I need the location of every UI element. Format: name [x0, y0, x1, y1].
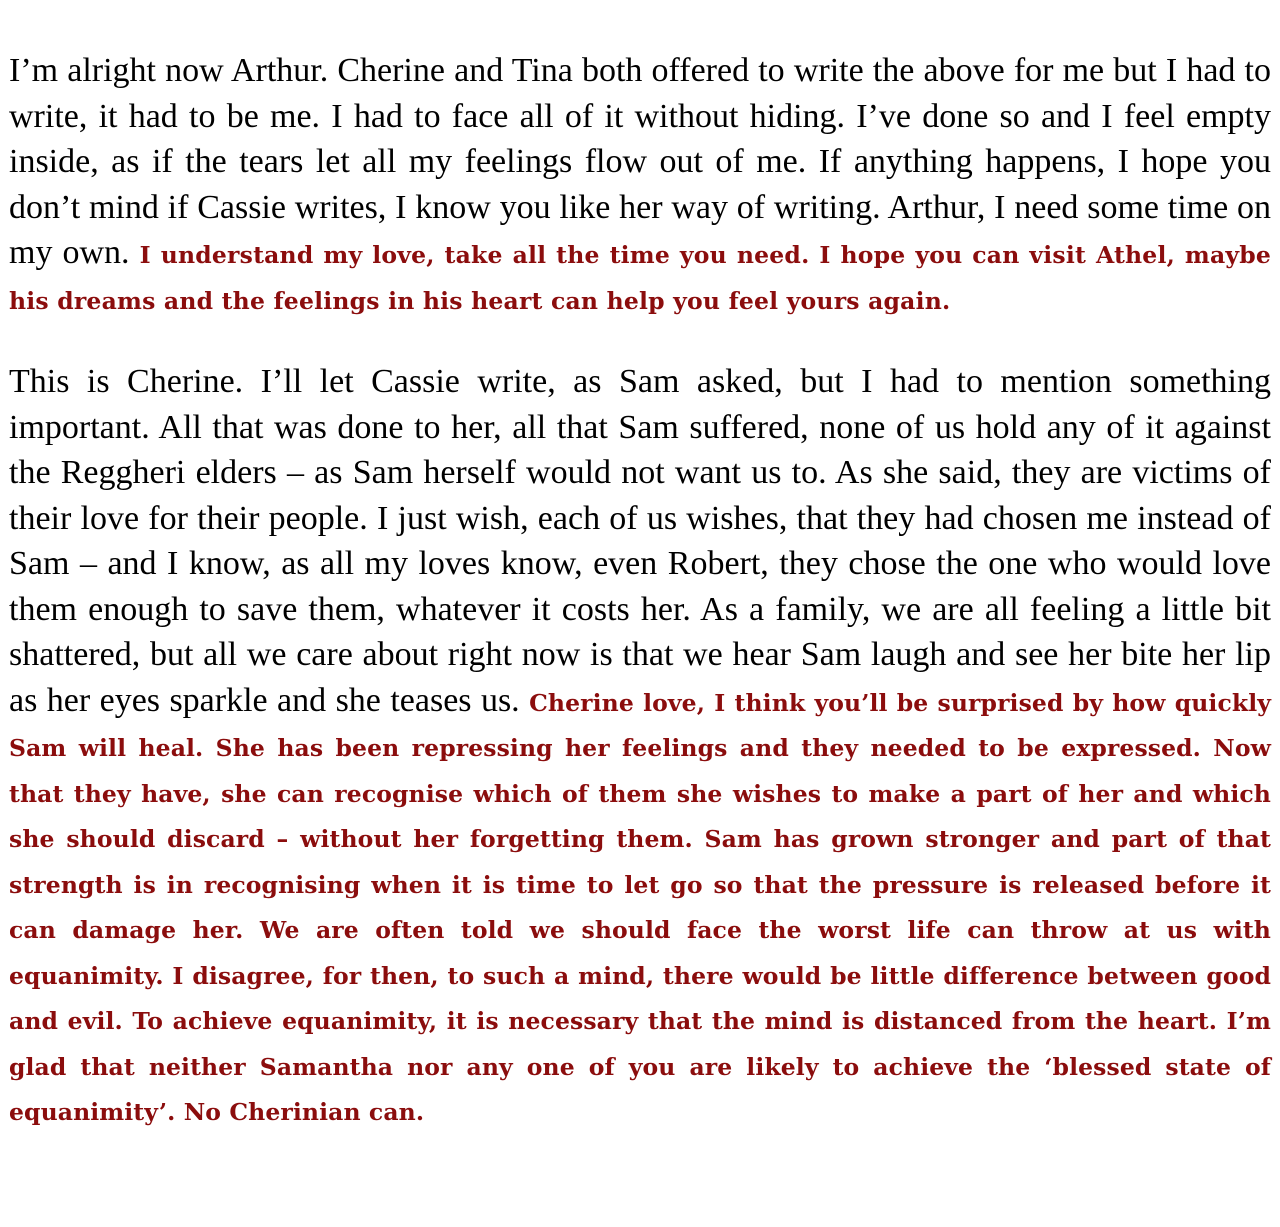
paragraph-arthur: [9, 48, 1271, 321]
cherine-message: This is Cherine. I’ll let Cassie write, as Sam asked, but I had to mention something important. All that was done to her, all that Sam suffered, none of us hold any of it against the Reggheri elders – as Sam herself would not want us to. As she said, they are victims of their love for their people. I just wish, each of us wishes, that they had chosen me instead of Sam – and I know, as all my loves know, even Robert, they chose the one who would love them enough to save them, whatever it costs her. As a family, we are all feeling a little bit shattered, but all we care about right now is that we hear Sam laugh and see her bite her lip as her eyes sparkle and she teases us.: [9, 363, 1271, 719]
letter-page: [9, 48, 1271, 1133]
reply-to-cherine: Cherine love, I think you’ll be surprised by how quickly Sam will heal. She has been repressing her feelings and they needed to be expressed. Now that they have, she can recognise which of them she wishes to make a part of her and which she should discard – without her forgetting them. Sam has grown stronger and part of that strength is in recognising when it is time to let go so that the pressure is released before it can damage her. We are often told we should face the worst life can throw at us with equanimity. I disagree, for then, to such a mind, there would be little difference between good and evil. To achieve equanimity, it is necessary that the mind is distanced from the heart. I’m glad that neither Samantha nor any one of you are likely to achieve the ‘blessed state of equanimity’. No Cherinian can.: [9, 688, 1272, 1126]
paragraph-cherine: [9, 359, 1271, 1133]
sam-message: I’m alright now Arthur. Cherine and Tina both offered to write the above for me but I had to write, it had to be me. I had to face all of it without hiding. I’ve done so and I feel empty inside, as if the tears let all my feelings flow out of me. If anything happens, I hope you don’t mind if Cassie writes, I know you like her way of writing. Arthur, I need some time on my own.: [9, 52, 1271, 271]
arthur-reply: I understand my love, take all the time you need. I hope you can visit Athel, maybe his dreams and the feelings in his heart can help you feel yours again.: [9, 241, 1272, 315]
